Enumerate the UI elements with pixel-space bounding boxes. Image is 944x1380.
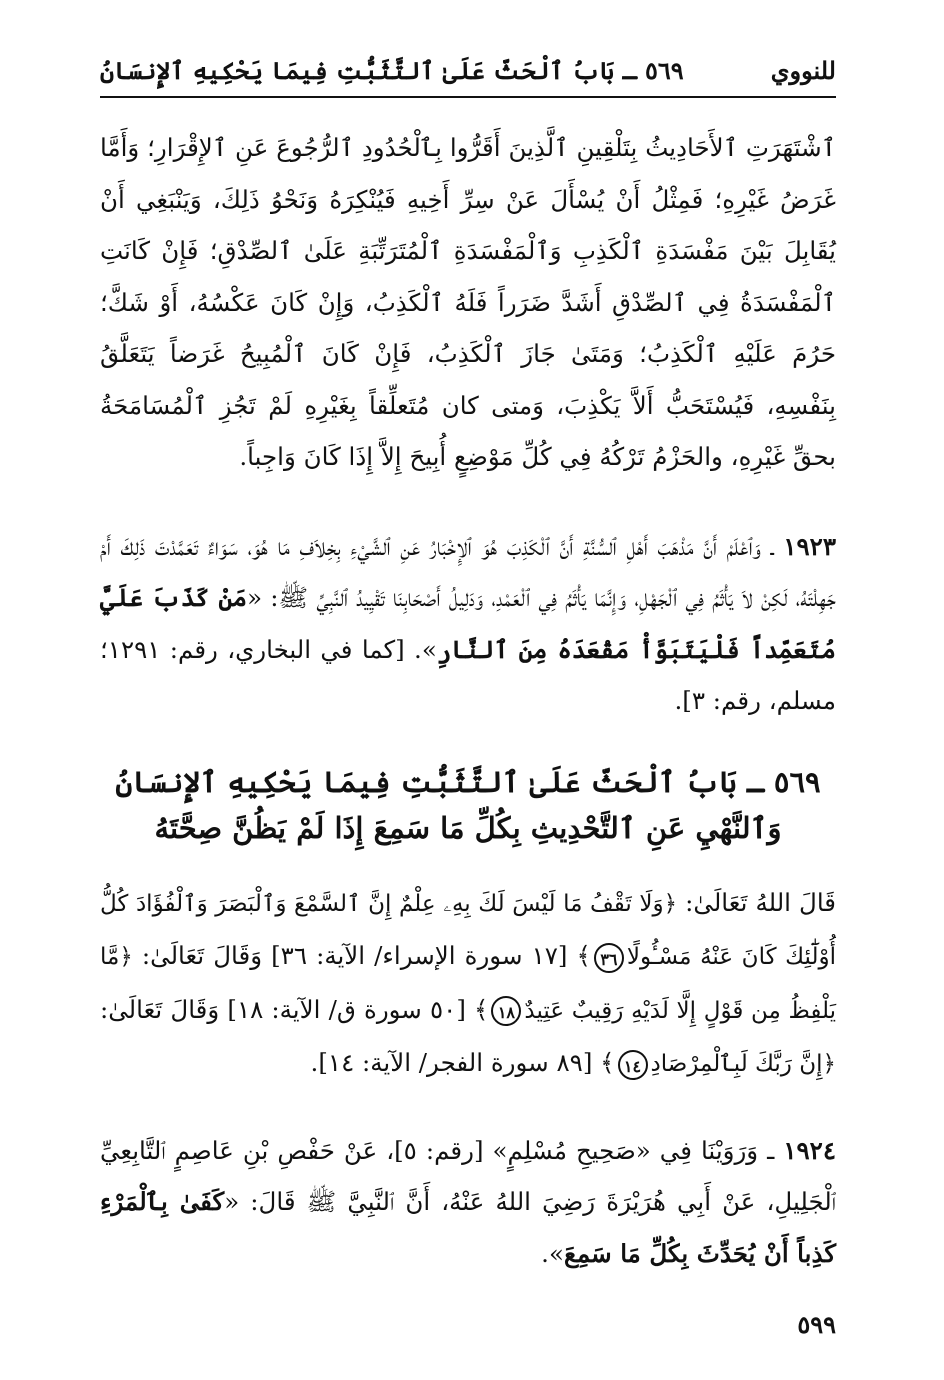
ayah-number-marker: ٣٦ [594,943,624,973]
quran-verse: ﴿مَّا يَلْفِظُ مِن قَوْلٍ إِلَّا لَدَيْهِ رَقِيبٌ عَتِيدٌ [100,944,837,1024]
paragraph-text: ـ وَٱعْلَمْ أَنَّ مَذْهَبَ أَهْلِ ٱلسُّنَّةِ أَنَّ ٱلْكَذِبَ هُوَ ٱلإِخْبَارُ عَنِ ٱلشَّيْءِ بِخِلاَفِ مَا هُوَ، سَوَاءٌ تَعَمَّدْتَ ذَلِكَ أَمْ جَهِلْتَهُ، لَكِنْ لاَ يَأْثَمُ فِي ٱلْجَهْلِ، وَإِنَّمَا يَأْثَمُ فِي ٱلْعَمْدِ، وَدَلِيلُ أَصْحَابِنَا تَقْيِيدُ ٱلنَّبِيِّ ﷺ: « [100,531,836,612]
page-number: ٥٩٩ [797,1310,836,1339]
running-header [100,48,836,98]
quran-verse: ﴿وَلَا تَقْفُ مَا لَيْسَ لَكَ بِهِۦ عِلْمٌ إِنَّ ٱلسَّمْعَ وَٱلْبَصَرَ وَٱلْفُؤَادَ كُلُّ أُوْلَٰٓئِكَ كَانَ عَنْهُ مَسْـُٔولًا [100,890,836,970]
verse-reference: ﴾ [٨٩ سورة الفجر/ الآية: ١٤]. [310,1048,615,1077]
closing-quote: ». [541,1238,564,1268]
chapter-heading [100,759,836,851]
ayah-number-marker: ١٤ [618,1050,648,1080]
paragraph-1924 [100,1125,836,1280]
paragraph-1923 [100,521,836,727]
header-author: للنووي [770,56,836,85]
quran-verse: ﴿إِنَّ رَبَّكَ لَبِٱلْمِرْصَادِ [650,1051,836,1077]
ayah-number-marker: ١٨ [491,996,521,1026]
hadith-text: مَنْ كَذَبَ عَلَيَّ مُتَعَمِّداً فَلْيَتَبَوَّأْ مَقْعَدَهُ مِنَ ٱلنَّارِ [100,583,836,664]
paragraph-quran-verses [100,877,836,1091]
chapter-heading-line-1: ٥٦٩ ـ بَابُ ٱلْحَثّ عَلَىٰ ٱلتَّثَبُّتِ فِيمَا يَحْكِيهِ ٱلإِنسَانُ [115,764,821,799]
header-chapter-title: ٥٦٩ ـ بَابُ ٱلْحَثّ عَلَىٰ ٱلتَّثَبُّتِ فِيمَا يَحْكِيهِ ٱلإِنسَانُ [100,56,684,85]
chapter-heading-line-2: وَٱلنَّهْيِ عَنِ ٱلتَّحْدِيثِ بِكُلِّ مَا سَمِعَ إِذَا لَمْ يَظُنَّ صِحَّتَهُ [154,810,782,845]
verse-reference: ﴾ [٥٠ سورة ق/ الآية: ١٨] [219,994,489,1024]
verse-intro: وَقَالَ تَعَالَىٰ: [132,941,263,970]
verse-intro: قَالَ اللهُ تَعَالَىٰ: [677,887,836,917]
paragraph-number: ١٩٢٤ [783,1135,836,1165]
book-page [100,48,836,1368]
paragraph-number: ١٩٢٣ [783,531,836,561]
hadith-text: كَفَىٰ بِٱلْمَرْءِ كَذِباً أَنْ يُحَدِّثَ بِكُلِّ مَا سَمِعَ [100,1187,836,1268]
paragraph-text: ـ وَرَوَيْنَا فِي «صَحِيحِ مُسْلِمٍ» [رقم: ٥]، عَنْ حَفْصِ بْنِ عَاصِمٍ ٱلتَّابِعِيِّ ٱلْجَلِيلِ، عَنْ أَبِي هُرَيْرَةَ رَضِيَ اللهُ عَنْهُ، أَنَّ ٱلنَّبِيَّ ﷺ قَالَ: « [100,1135,836,1216]
paragraph-lying-permissibility: ٱشْتَهَرَتِ ٱلأَحَادِيثُ بِتَلْقِينِ ٱلَّذِينَ أَقَرُّوا بِٱلْحُدُودِ ٱلرُّجُوعَ عَنِ ٱلإِقْرَارِ؛ وَأَمَّا غَرَضُ غَيْرِهِ؛ فَمِثْلُ أَنْ يُسْأَلَ عَنْ سِرِّ أَخِيهِ فَيُنْكِرَهُ وَنَحْوُ ذَلِكَ، وَيَنْبَغِي أَنْ يُقَابِلَ بَيْنَ مَفْسَدَةِ ٱلْكَذِبِ وَٱلْمَفْسَدَةِ ٱلْمُتَرَتِّبَةِ عَلَىٰ ٱلصِّدْقِ؛ فَإِنْ كَانَتِ ٱلْمَفْسَدَةُ فِي ٱلصِّدْقِ أَشَدَّ ضَرَراً فَلَهُ ٱلْكَذِبُ، وَإِنْ كَانَ عَكْسُهُ، أَوْ شَكَّ؛ حَرُمَ عَلَيْهِ ٱلْكَذِبُ؛ وَمَتَىٰ جَازَ ٱلْكَذِبُ، فَإِنْ كَانَ ٱلْمُبِيحُ غَرَضاً يَتَعَلَّقُ بِنَفْسِهِ، فَيُسْتَحَبُّ أَلاَّ يَكْذِبَ، وَمتى كان مُتَعلِّقاً بِغَيْرِهِ لَمْ تَجُزِ ٱلْمُسَامَحَةُ بحقِّ غَيْرِهِ، والحَزْمُ تَرْكُهُ فِي كُلِّ مَوْضِعٍ أُبِيحَ إِلاَّ إِذَا كَانَ وَاجِباً. [100,133,836,471]
citation-text: ». [كما في البخاري، رقم: ١٢٩١؛ مسلم، رقم: ٣]. [100,634,836,715]
verse-intro: وَقَالَ تَعَالَىٰ: [100,994,220,1024]
verse-reference: ﴾ [١٧ سورة الإسراء/ الآية: ٣٦] [262,941,591,970]
